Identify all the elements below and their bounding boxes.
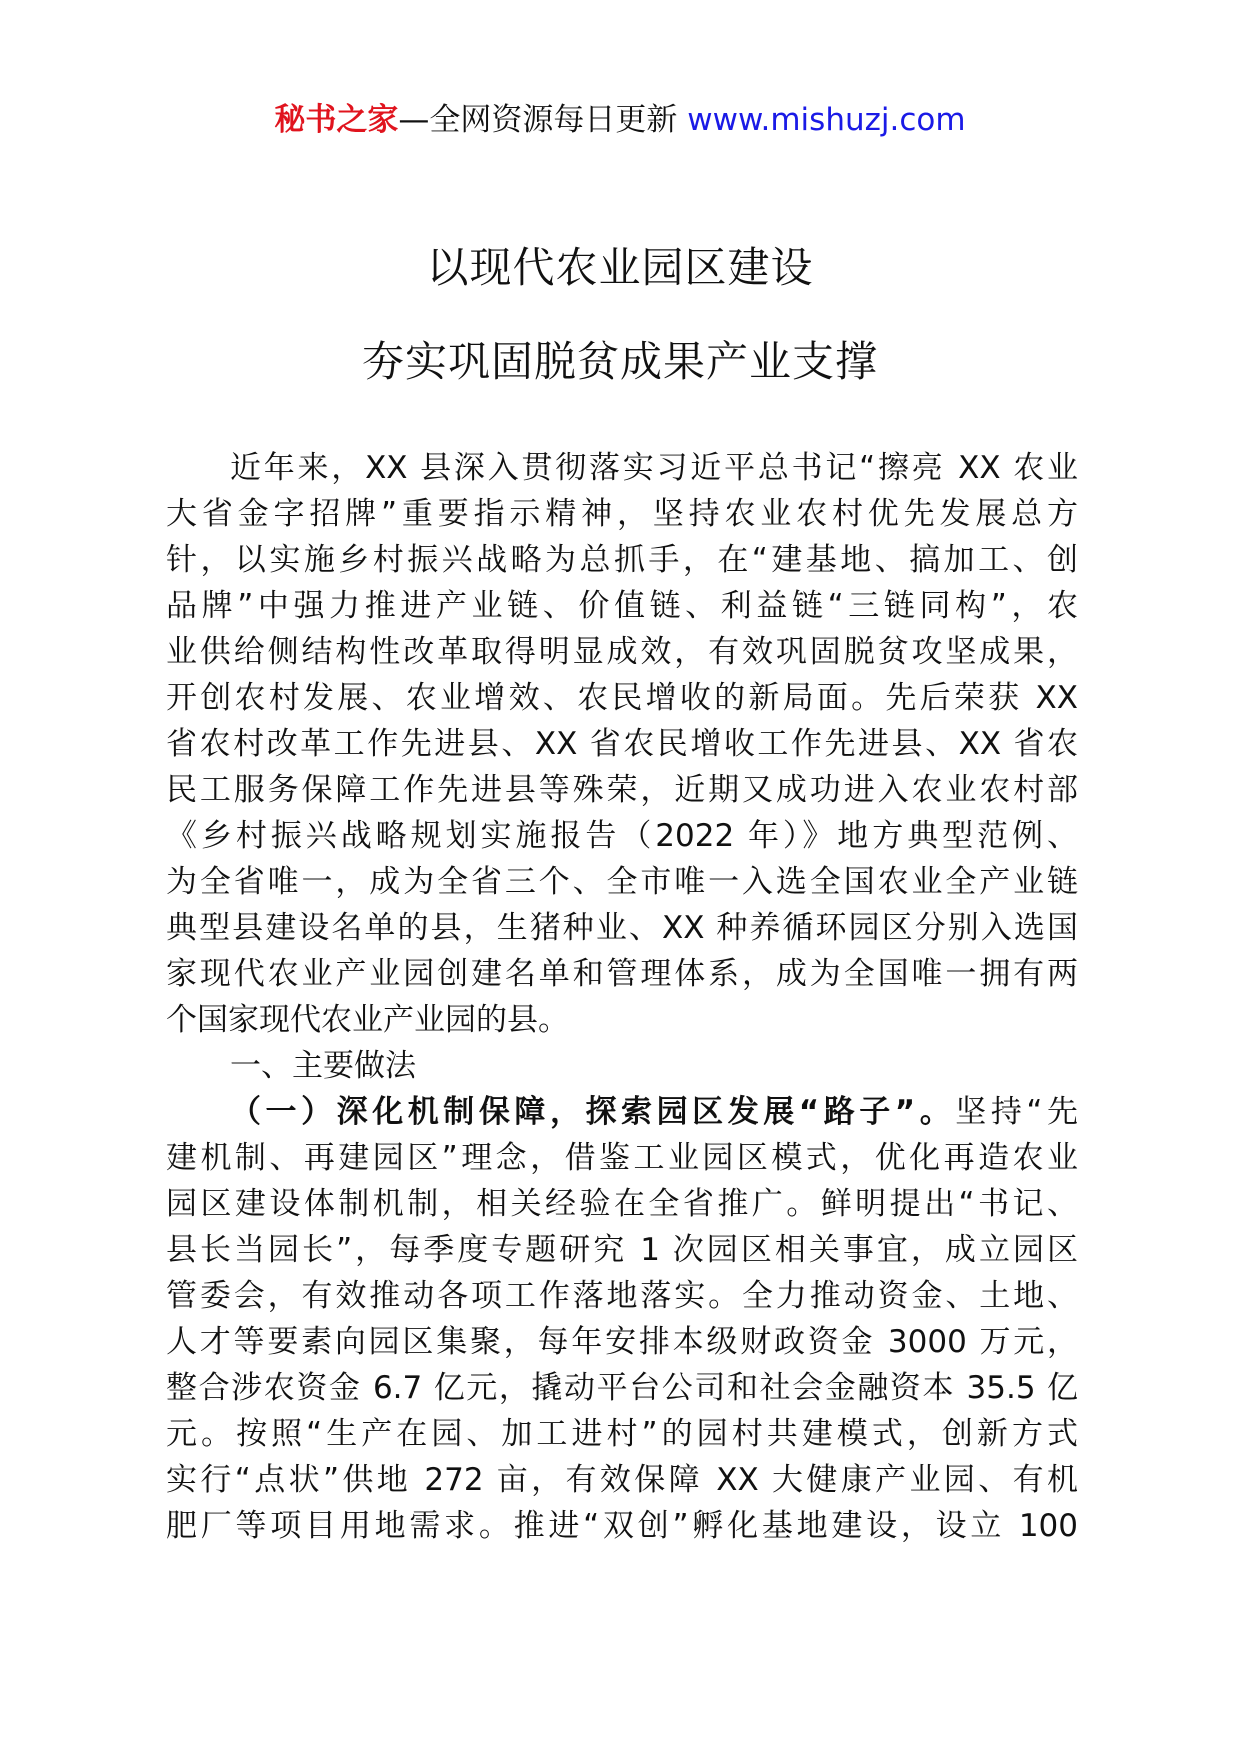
subsection-text: 坚持“先 <box>955 1094 1079 1130</box>
body-line: 家现代农业产业园创建名单和管理体系，成为全国唯一拥有两 <box>166 956 1078 992</box>
body-line: 针，以实施乡村振兴战略为总抓手，在“建基地、搞加工、创 <box>166 542 1078 578</box>
body-line: 实行“点状”供地 272 亩，有效保障 XX 大健康产业园、有机 <box>166 1462 1078 1498</box>
body-line: 《乡村振兴战略规划实施报告（2022 年）》地方典型范例、 <box>166 818 1078 854</box>
body-line: 大省金字招牌”重要指示精神，坚持农业农村优先发展总方 <box>166 496 1078 532</box>
site-slogan: —全网资源每日更新 <box>398 102 688 138</box>
body-line: 开创农村发展、农业增效、农民增收的新局面。先后荣获 XX <box>166 680 1078 716</box>
body-line: 管委会，有效推动各项工作落地落实。全力推动资金、土地、 <box>166 1278 1078 1314</box>
body-line: 元。按照“生产在园、加工进村”的园村共建模式，创新方式 <box>166 1416 1078 1452</box>
body-line: 典型县建设名单的县，生猪种业、XX 种养循环园区分别入选国 <box>166 910 1078 946</box>
document-title-line2: 夯实巩固脱贫成果产业支撑 <box>361 337 878 386</box>
site-header <box>0 98 1240 142</box>
site-url-link[interactable]: www.mishuzj.com <box>687 102 966 138</box>
body-line: 省农村改革工作先进县、XX 省农民增收工作先进县、XX 省农 <box>166 726 1078 762</box>
body-line: 人才等要素向园区集聚，每年安排本级财政资金 3000 万元， <box>166 1324 1078 1360</box>
subsection-heading: （一）深化机制保障，探索园区发展“路子”。 <box>230 1094 956 1130</box>
body-line: 县长当园长”，每季度专题研究 1 次园区相关事宜，成立园区 <box>166 1232 1078 1268</box>
body-line: 为全省唯一，成为全省三个、全市唯一入选全国农业全产业链 <box>166 864 1078 900</box>
document-body <box>166 445 1078 1549</box>
body-line: 整合涉农资金 6.7 亿元，撬动平台公司和社会金融资本 35.5 亿 <box>166 1370 1078 1406</box>
body-line: 业供给侧结构性改革取得明显成效，有效巩固脱贫攻坚成果， <box>166 634 1078 670</box>
body-line: 个国家现代农业产业园的县。 <box>166 1002 569 1038</box>
site-brand: 秘书之家 <box>274 102 399 138</box>
body-line: 肥厂等项目用地需求。推进“双创”孵化基地建设，设立 100 <box>166 1508 1078 1544</box>
body-line: 品牌”中强力推进产业链、价值链、利益链“三链同构”，农 <box>166 588 1078 624</box>
body-line: 近年来，XX 县深入贯彻落实习近平总书记“擦亮 XX 农业 <box>230 450 1078 486</box>
body-line: 建机制、再建园区”理念，借鉴工业园区模式，优化再造农业 <box>166 1140 1078 1176</box>
body-line: 园区建设体制机制，相关经验在全省推广。鲜明提出“书记、 <box>166 1186 1078 1222</box>
subsection-line <box>166 1089 1078 1135</box>
body-line: 民工服务保障工作先进县等殊荣，近期又成功进入农业农村部 <box>166 772 1078 808</box>
document-title-line1: 以现代农业园区建设 <box>426 243 814 292</box>
section-heading: 一、主要做法 <box>230 1048 416 1084</box>
